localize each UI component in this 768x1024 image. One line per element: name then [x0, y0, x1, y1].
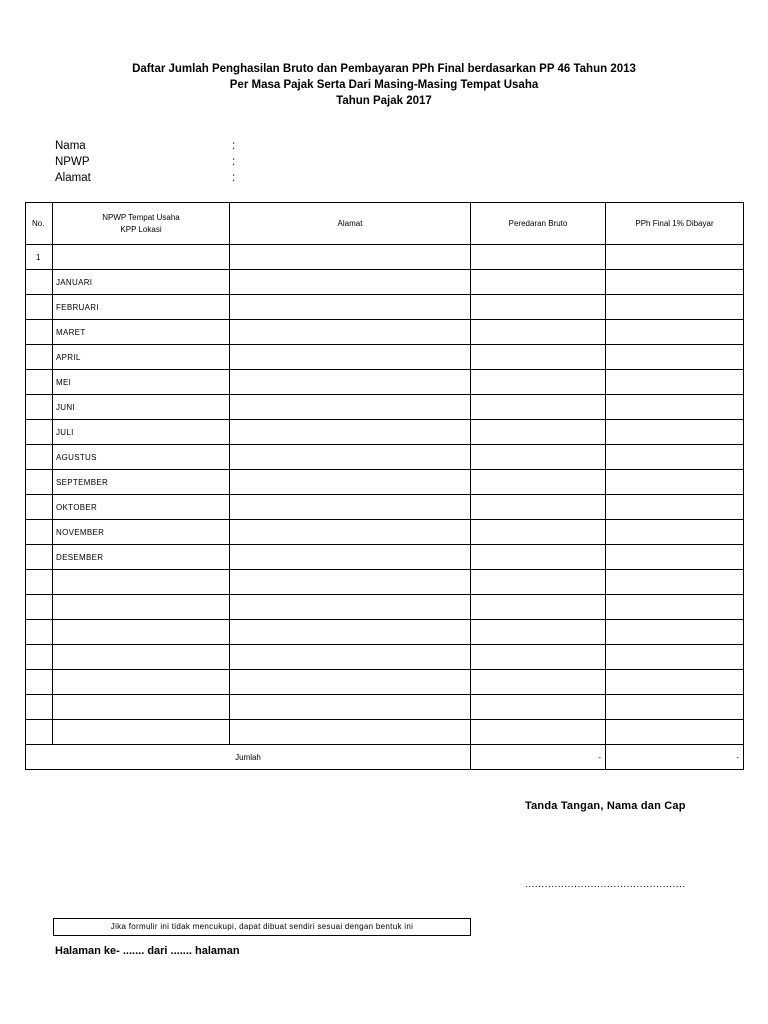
pph-cell[interactable] — [606, 295, 744, 320]
month-cell: FEBRUARI — [53, 295, 230, 320]
month-cell: MARET — [53, 320, 230, 345]
month-cell: DESEMBER — [53, 545, 230, 570]
peredaran-cell[interactable] — [471, 620, 606, 645]
pph-cell[interactable] — [606, 570, 744, 595]
table-row — [26, 545, 744, 570]
peredaran-cell[interactable] — [471, 720, 606, 745]
title-line-3: Tahun Pajak 2017 — [336, 95, 432, 107]
empty-row — [26, 570, 744, 595]
empty-row — [26, 670, 744, 695]
signature-label: Tanda Tangan, Nama dan Cap — [525, 800, 686, 812]
pph-cell[interactable] — [606, 720, 744, 745]
note-box: Jika formulir ini tidak mencukupi, dapat dibuat sendiri sesuai dengan bentuk ini — [53, 918, 471, 936]
month-cell: AGUSTUS — [53, 445, 230, 470]
pph-cell[interactable] — [606, 470, 744, 495]
month-cell: SEPTEMBER — [53, 470, 230, 495]
peredaran-cell[interactable] — [471, 445, 606, 470]
table-row — [26, 245, 744, 270]
header-no: No. — [26, 203, 53, 245]
alamat-cell[interactable] — [230, 470, 471, 495]
title-line-2: Per Masa Pajak Serta Dari Masing-Masing Tempat Usaha — [229, 79, 539, 91]
peredaran-cell[interactable] — [471, 320, 606, 345]
peredaran-cell[interactable] — [471, 595, 606, 620]
peredaran-cell[interactable] — [471, 670, 606, 695]
empty-row — [26, 595, 744, 620]
pph-cell[interactable] — [606, 395, 744, 420]
alamat-cell[interactable] — [230, 370, 471, 395]
pph-cell[interactable] — [606, 245, 744, 270]
npwp-cell[interactable] — [53, 570, 230, 595]
alamat-cell[interactable] — [230, 720, 471, 745]
pph-cell[interactable] — [606, 620, 744, 645]
alamat-cell[interactable] — [230, 695, 471, 720]
month-cell: JANUARI — [53, 270, 230, 295]
npwp-cell[interactable] — [53, 670, 230, 695]
month-cell: NOVEMBER — [53, 520, 230, 545]
peredaran-cell[interactable] — [471, 470, 606, 495]
table-row — [26, 320, 744, 345]
empty-row — [26, 645, 744, 670]
pph-cell[interactable] — [606, 445, 744, 470]
alamat-cell[interactable] — [230, 245, 471, 270]
peredaran-cell[interactable] — [471, 495, 606, 520]
table-row — [26, 395, 744, 420]
title-line-1: Daftar Jumlah Penghasilan Bruto dan Pembayaran PPh Final berdasarkan PP 46 Tahun 2013 — [132, 63, 636, 75]
table-row — [26, 520, 744, 545]
alamat-cell[interactable] — [230, 320, 471, 345]
peredaran-cell[interactable] — [471, 395, 606, 420]
peredaran-cell[interactable] — [471, 520, 606, 545]
month-cell: JULI — [53, 420, 230, 445]
page-info: Halaman ke- ....... dari ....... halaman — [55, 945, 240, 957]
table-row — [26, 445, 744, 470]
alamat-label: Alamat — [55, 172, 91, 184]
npwp-cell[interactable] — [53, 695, 230, 720]
signature-line: ................................................. — [525, 879, 686, 890]
pph-cell[interactable] — [606, 370, 744, 395]
alamat-cell[interactable] — [230, 345, 471, 370]
npwp-label: NPWP — [55, 156, 90, 168]
npwp-cell[interactable] — [53, 595, 230, 620]
empty-row — [26, 720, 744, 745]
table-row — [26, 470, 744, 495]
table-row — [26, 370, 744, 395]
alamat-cell[interactable] — [230, 395, 471, 420]
pph-cell[interactable] — [606, 320, 744, 345]
jumlah-peredaran: - — [471, 745, 606, 770]
row-number: 1 — [26, 245, 53, 270]
npwp-cell[interactable] — [53, 720, 230, 745]
alamat-colon: : — [232, 172, 236, 184]
pph-cell[interactable] — [606, 545, 744, 570]
peredaran-cell[interactable] — [471, 245, 606, 270]
jumlah-row — [26, 745, 744, 770]
alamat-cell[interactable] — [230, 620, 471, 645]
npwp-cell[interactable] — [53, 245, 230, 270]
table-row — [26, 295, 744, 320]
month-cell: JUNI — [53, 395, 230, 420]
header-npwp-line1: NPWP Tempat Usaha — [102, 212, 180, 222]
alamat-cell[interactable] — [230, 645, 471, 670]
alamat-cell[interactable] — [230, 295, 471, 320]
header-npwp-line2: KPP Lokasi — [120, 224, 162, 234]
jumlah-label: Jumlah — [26, 745, 471, 770]
table-row — [26, 420, 744, 445]
npwp-colon: : — [232, 156, 236, 168]
pph-cell[interactable] — [606, 670, 744, 695]
peredaran-cell[interactable] — [471, 545, 606, 570]
table-header-row — [26, 203, 744, 245]
pph-cell[interactable] — [606, 595, 744, 620]
peredaran-cell[interactable] — [471, 695, 606, 720]
nama-colon: : — [232, 140, 236, 152]
header-peredaran: Peredaran Bruto — [471, 203, 606, 245]
nama-label: Nama — [55, 140, 86, 152]
peredaran-cell[interactable] — [471, 645, 606, 670]
month-cell: OKTOBER — [53, 495, 230, 520]
peredaran-cell[interactable] — [471, 420, 606, 445]
pph-cell[interactable] — [606, 270, 744, 295]
month-cell: APRIL — [53, 345, 230, 370]
pph-cell[interactable] — [606, 345, 744, 370]
month-cell: MEI — [53, 370, 230, 395]
table-row — [26, 270, 744, 295]
alamat-cell[interactable] — [230, 545, 471, 570]
alamat-cell[interactable] — [230, 270, 471, 295]
npwp-cell[interactable] — [53, 620, 230, 645]
alamat-cell[interactable] — [230, 570, 471, 595]
pph-cell[interactable] — [606, 645, 744, 670]
npwp-cell[interactable] — [53, 645, 230, 670]
jumlah-pph: - — [606, 745, 744, 770]
peredaran-cell[interactable] — [471, 270, 606, 295]
alamat-cell[interactable] — [230, 495, 471, 520]
peredaran-cell[interactable] — [471, 295, 606, 320]
tax-table — [25, 202, 744, 770]
pph-cell[interactable] — [606, 495, 744, 520]
empty-row — [26, 620, 744, 645]
pph-cell[interactable] — [606, 520, 744, 545]
header-alamat: Alamat — [230, 203, 471, 245]
header-pph: PPh Final 1% Dibayar — [606, 203, 744, 245]
alamat-cell[interactable] — [230, 670, 471, 695]
alamat-cell[interactable] — [230, 445, 471, 470]
header-npwp — [53, 203, 230, 245]
peredaran-cell[interactable] — [471, 345, 606, 370]
table-row — [26, 495, 744, 520]
peredaran-cell[interactable] — [471, 570, 606, 595]
alamat-cell[interactable] — [230, 520, 471, 545]
empty-row — [26, 695, 744, 720]
pph-cell[interactable] — [606, 695, 744, 720]
pph-cell[interactable] — [606, 420, 744, 445]
alamat-cell[interactable] — [230, 595, 471, 620]
alamat-cell[interactable] — [230, 420, 471, 445]
peredaran-cell[interactable] — [471, 370, 606, 395]
table-row — [26, 345, 744, 370]
